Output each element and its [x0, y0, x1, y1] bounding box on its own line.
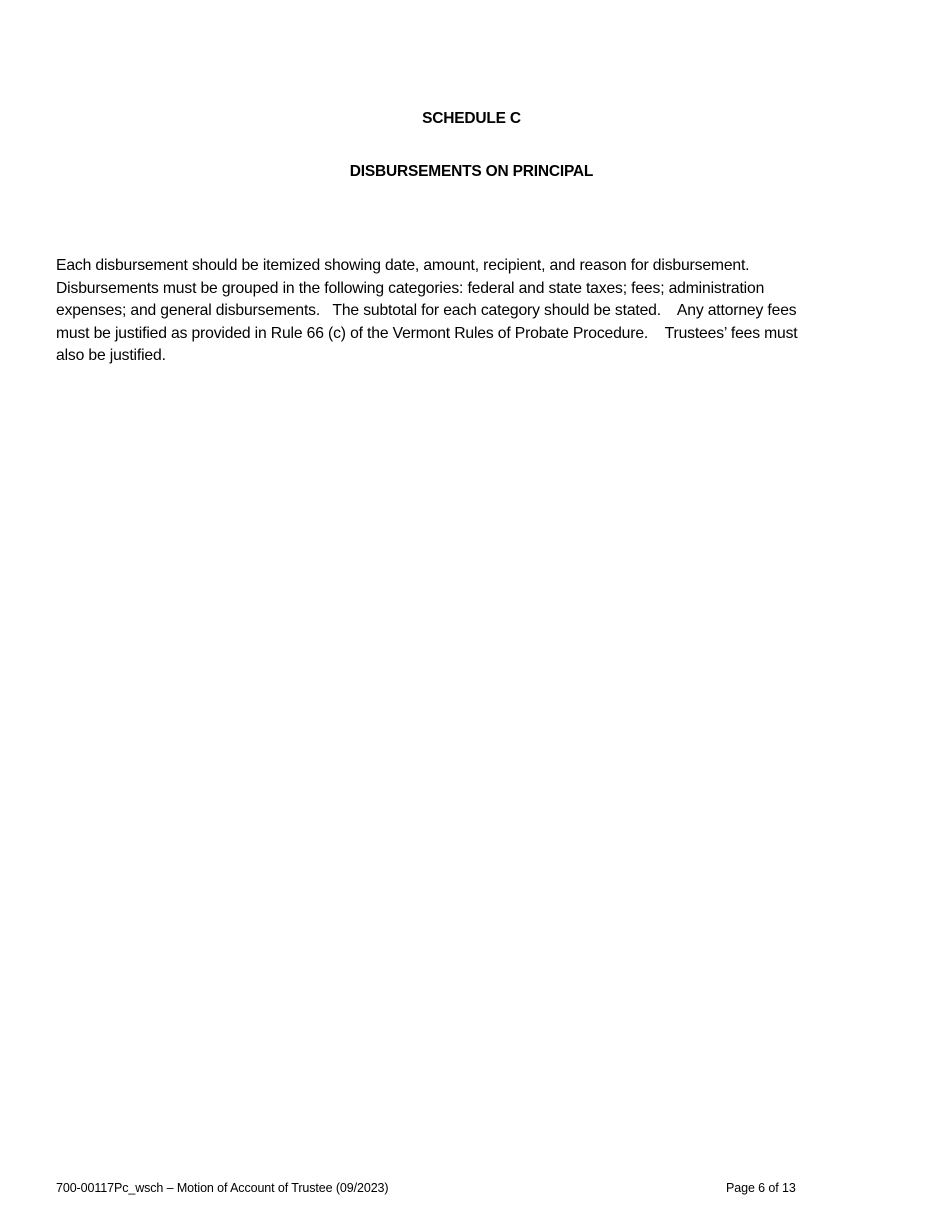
instructions-paragraph: Each disbursement should be itemized showing date, amount, recipient, and reason for disbursement. Disbursements must be grouped in the following categories: federal and state taxes; fees; administration expenses; and general disbursements. The subtotal for each category should be stated. Any attorney fees must be justified as provided in Rule 66 (c) of the Vermont Rules of Probate Procedure. Trustees’ fees must also be justified. [56, 257, 798, 365]
schedule-subtitle: DISBURSEMENTS ON PRINCIPAL [349, 163, 594, 180]
schedule-title: SCHEDULE C [422, 110, 521, 127]
footer-form-id: 700-00117Pc_wsch – Motion of Account of Trustee (09/2023) [56, 1181, 389, 1195]
footer-page-number: Page 6 of 13 [726, 1181, 796, 1195]
